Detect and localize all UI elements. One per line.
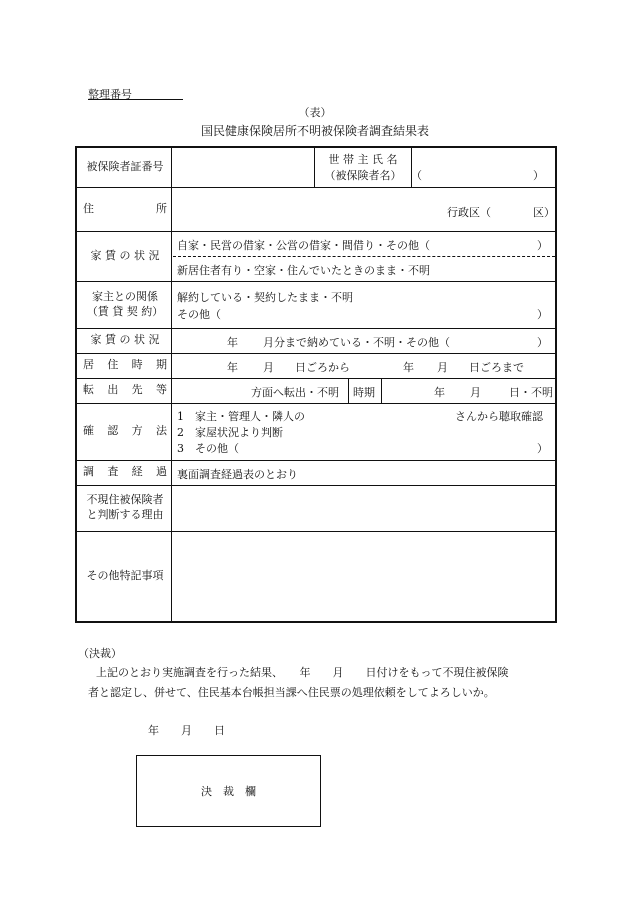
survey-progress-label — [77, 460, 173, 485]
decision-date: 年 月 日 — [148, 724, 225, 737]
residence-to-month: 月 — [437, 361, 448, 374]
residence-label-char: 期 — [155, 358, 167, 372]
landlord-label-line1: 家主との関係 — [92, 289, 158, 303]
housing-options-1: 自家・民営の借家・公営の借家・間借り・その他（ — [177, 239, 430, 252]
householder-paren-open: （ — [411, 169, 422, 182]
move-out-label — [77, 378, 173, 403]
row-divider-dashed — [173, 256, 555, 257]
management-number-field[interactable] — [88, 99, 183, 100]
decision-heading: （決裁） — [78, 647, 122, 660]
address-label-char: 所 — [156, 201, 167, 215]
confirm-method-label — [77, 403, 173, 460]
management-number-label: 整理番号 — [88, 88, 132, 101]
move-out-day: 日・不明 — [509, 386, 553, 399]
rent-options-close: ） — [537, 336, 548, 349]
confirm-label-char: 認 — [107, 424, 119, 438]
decision-text-line2: 者と認定し、併せて、住民基本台帳担当課へ住民票の処理依頼をしてよろしいか。 — [88, 686, 495, 699]
confirm-option-3-close: ） — [537, 442, 548, 455]
residence-to-day: 日ごろまで — [469, 361, 524, 374]
housing-options-1-close: ） — [537, 239, 548, 252]
move-out-year: 年 — [434, 386, 445, 399]
column-divider — [381, 378, 382, 403]
residence-from-month: 月 — [263, 361, 274, 374]
rent-options: 月分まで納めている・不明・その他（ — [263, 336, 450, 349]
householder-label-line1: 世 帯 主 氏 名 — [328, 153, 398, 166]
document-title: 国民健康保険居所不明被保険者調査結果表 — [200, 124, 429, 138]
householder-label-line2: （被保険者名） — [324, 169, 402, 182]
decision-text-line1: 上記のとおり実施調査を行った結果、 年 月 日付けをもって不現住被保険 — [96, 666, 509, 679]
residence-label-char: 住 — [107, 358, 119, 372]
landlord-options-1: 解約している・契約したまま・不明 — [177, 291, 353, 304]
householder-label — [315, 152, 411, 184]
decision-stamp-label: 決 裁 欄 — [201, 785, 256, 798]
landlord-options-2: その他（ — [177, 308, 221, 321]
survey-label-char: 経 — [131, 465, 143, 479]
householder-paren-close: ） — [533, 169, 544, 182]
residence-from-day: 日ごろから — [295, 361, 350, 374]
decision-stamp-box[interactable] — [136, 755, 321, 827]
address-label-char: 住 — [83, 201, 94, 215]
rent-label: 家 賃 の 状 況 — [90, 333, 160, 347]
residence-label-char: 居 — [83, 358, 94, 372]
reason-label-line2: と判断する理由 — [86, 508, 164, 521]
confirm-label-char: 法 — [155, 424, 167, 438]
survey-progress-text: 裏面調査経過表のとおり — [177, 468, 298, 481]
rent-year: 年 — [227, 336, 238, 349]
confirm-option-1: 1 家主・管理人・隣人の — [177, 410, 305, 423]
move-out-label-char: 出 — [107, 383, 119, 397]
survey-form-table — [75, 146, 557, 623]
residence-label-char: 時 — [131, 358, 143, 372]
confirm-option-3: 3 その他（ — [177, 442, 239, 455]
other-notes-label: その他特記事項 — [86, 569, 164, 583]
residence-to-year: 年 — [403, 361, 414, 374]
survey-label-char: 過 — [155, 465, 167, 479]
insured-number-label: 被保険者証番号 — [86, 160, 164, 174]
ward-close: 区） — [533, 206, 555, 219]
survey-label-char: 調 — [83, 465, 94, 479]
housing-label: 家 賃 の 状 況 — [90, 248, 160, 262]
landlord-label — [77, 281, 173, 328]
move-out-label-char: 転 — [83, 383, 94, 397]
confirm-label-char: 方 — [131, 424, 143, 438]
reason-label — [77, 485, 173, 531]
move-out-time-label: 時期 — [353, 386, 375, 399]
residence-label — [77, 353, 173, 378]
move-out-options: 方面へ転出・不明 — [251, 386, 339, 399]
confirm-option-2: 2 家屋状況より判断 — [177, 426, 283, 439]
survey-label-char: 査 — [107, 465, 119, 479]
confirm-label-char: 確 — [83, 424, 94, 438]
housing-options-2: 新居住者有り・空家・住んでいたときのまま・不明 — [177, 264, 430, 277]
reason-label-line1: 不現住被保険者 — [86, 493, 164, 507]
front-label: （表） — [298, 106, 332, 119]
landlord-options-2-close: ） — [537, 308, 548, 321]
ward-label: 行政区（ — [447, 206, 491, 219]
landlord-label-line2: （賃 貸 契 約） — [86, 304, 164, 318]
address-label — [77, 187, 173, 231]
column-divider — [348, 378, 349, 403]
move-out-label-char: 先 — [131, 383, 143, 397]
residence-from-year: 年 — [227, 361, 238, 374]
move-out-month: 月 — [470, 386, 481, 399]
move-out-label-char: 等 — [155, 383, 167, 397]
confirm-option-1-suffix: さんから聴取確認 — [455, 410, 543, 423]
